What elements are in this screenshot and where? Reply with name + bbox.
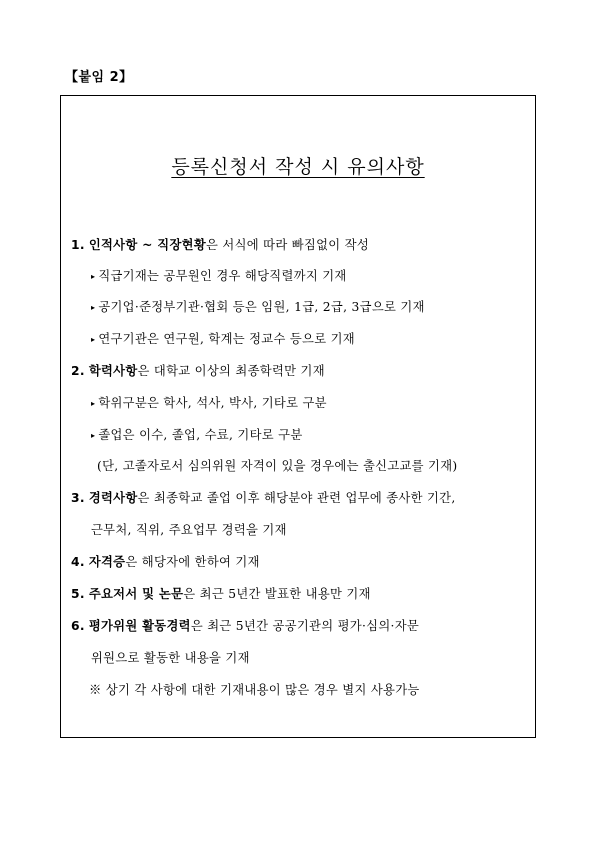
item-2-sub-2	[91, 425, 303, 443]
item-number: 4.	[71, 555, 85, 569]
item-heading: 자격증	[88, 555, 126, 569]
sub-text: 졸업은 이수, 졸업, 수료, 기타로 구분	[98, 428, 303, 442]
item-3-continuation: 근무처, 직위, 주요업무 경력을 기재	[91, 523, 287, 537]
attachment-label: 【붙임 2】	[65, 70, 133, 85]
item-heading: 주요저서 및 논문	[88, 587, 184, 601]
sub-text: 직급기재는 공무원인 경우 해당직렬까지 기재	[98, 269, 347, 283]
item-number: 6.	[71, 619, 85, 633]
item-5	[71, 584, 371, 602]
footer-note: ※ 상기 각 사항에 대한 기재내용이 많은 경우 별지 사용가능	[89, 683, 420, 697]
bullet-icon: ▸	[91, 431, 96, 440]
document-title: 등록신청서 작성 시 유의사항	[171, 156, 425, 178]
item-1	[71, 235, 369, 253]
item-2	[71, 361, 325, 379]
item-text: 은 대학교 이상의 최종학력만 기재	[137, 364, 325, 378]
item-1-sub-3	[91, 329, 355, 347]
item-6	[71, 616, 419, 634]
item-text: 은 최근 5년간 발표한 내용만 기재	[183, 587, 371, 601]
bullet-icon: ▸	[91, 399, 96, 408]
item-4	[71, 552, 260, 570]
item-text: 은 해당자에 한하여 기재	[125, 555, 260, 569]
item-1-sub-1	[91, 266, 347, 284]
sub-text: 학위구분은 학사, 석사, 박사, 기타로 구분	[98, 396, 327, 410]
sub-text: 공기업·준정부기관·협회 등은 임원, 1급, 2급, 3급으로 기재	[98, 300, 425, 314]
notice-box	[60, 95, 536, 738]
item-1-sub-2	[91, 297, 425, 315]
item-6-continuation: 위원으로 활동한 내용을 기재	[91, 651, 250, 665]
item-text: 은 최종학교 졸업 이후 해당분야 관련 업무에 종사한 기간,	[137, 491, 456, 505]
item-heading: 인적사항 ~ 직장현황	[88, 238, 207, 252]
item-heading: 평가위원 활동경력	[88, 619, 191, 633]
item-number: 5.	[71, 587, 85, 601]
item-text: 은 최근 5년간 공공기관의 평가·심의·자문	[190, 619, 420, 633]
bullet-icon: ▸	[91, 303, 96, 312]
item-heading: 학력사항	[88, 364, 138, 378]
item-number: 3.	[71, 491, 85, 505]
bullet-icon: ▸	[91, 272, 96, 281]
bullet-icon: ▸	[91, 335, 96, 344]
item-3	[71, 488, 456, 506]
item-text: 은 서식에 따라 빠짐없이 작성	[206, 238, 370, 252]
item-number: 2.	[71, 364, 85, 378]
item-heading: 경력사항	[88, 491, 138, 505]
item-2-note: (단, 고졸자로서 심의위원 자격이 있을 경우에는 출신고교를 기재)	[97, 459, 458, 473]
item-number: 1.	[71, 238, 85, 252]
sub-text: 연구기관은 연구원, 학계는 정교수 등으로 기재	[98, 332, 355, 346]
item-2-sub-1	[91, 393, 327, 411]
